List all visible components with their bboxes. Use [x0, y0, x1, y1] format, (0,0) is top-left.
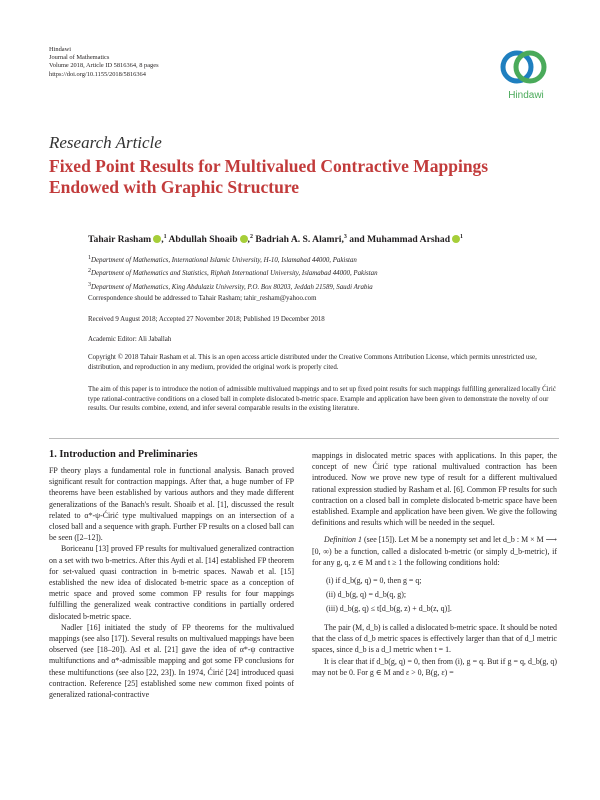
publication-dates: Received 9 August 2018; Accepted 27 November 2018; Published 19 December 2018 — [88, 316, 325, 323]
academic-editor: Academic Editor: Ali Jaballah — [88, 336, 172, 343]
publisher-name: Hindawi — [49, 46, 72, 53]
paragraph: FP theory plays a fundamental role in functional analysis. Banach proved significant result for contraction mappings. After that, a huge number of FP theorems have been established by various authors and they made different generalizations of the Banach's result. Shoaib et al. [1], discussed the result related to α*-ψ-Ćirić type multivalued mappings on an intersection of a closed ball and a sequence with graph. Further FP results on a closed ball can be seen ([2–12]). — [49, 466, 294, 543]
author-name[interactable]: Tahair Rasham — [88, 234, 152, 245]
copyright-notice: Copyright © 2018 Tahair Rasham et al. This is an open access article distributed under the Creative Commons Attribution License, which permits unrestricted use, distribution, and reproduction in any medium, provided the original work is properly cited. — [88, 354, 537, 371]
affiliation-item: 2Department of Mathematics and Statistics, Riphah International University, Islamabad 44000, Pakistan — [88, 268, 378, 278]
section-heading: 1. Introduction and Preliminaries — [49, 449, 198, 460]
author-list: Tahair Rasham ,$^1$ Abdullah Shoaib ,$^2$ Badriah A. S. Alamri,$^3$ and Muhammad Arshad $^1$ — [88, 234, 464, 245]
article-title — [49, 156, 559, 198]
journal-name: Journal of Mathematics — [49, 54, 110, 62]
author-affiliation-mark: 3 — [343, 234, 347, 240]
affiliation-item: 3Department of Mathematics, King Abdulaziz University, P.O. Box 80203, Jeddah 21589, Saudi Arabia — [88, 281, 373, 291]
condition-list — [326, 574, 557, 616]
affiliations — [88, 253, 568, 293]
paragraph: Nadler [16] initiated the study of FP theorems for the multivalued mappings (see also [17]). Several results on multivalued mappings have been observed (see [18–20]). Asl et al. [21] gave the idea of α*-ψ contractive multifunctions and α*-admissible mapping and got some FP conclusions for these multifunctions (see also [22, 23]). In 1974, Ćirić [24] introduced quasi contraction. Reference [25] established some new common fixed points of generalized rational-contractive — [49, 622, 294, 700]
section-divider — [49, 438, 559, 439]
correspondence: Correspondence should be addressed to Tahair Rasham; tahir_resham@yahoo.com — [88, 295, 317, 302]
author-affiliation-mark: 1 — [163, 234, 167, 240]
author-affiliation-mark: 1 — [460, 234, 464, 240]
title-line-2: Endowed with Graphic Structure — [49, 177, 300, 197]
author-name[interactable]: Badriah A. S. Alamri, — [255, 234, 344, 245]
condition-item: (ii) d_b(g, q) = d_b(q, g); — [326, 590, 407, 600]
title-line-1: Fixed Point Results for Multivalued Contractive Mappings — [49, 156, 489, 176]
paragraph: mappings in dislocated metric spaces with applications. In this paper, the concept of new Ćirić type rational multivalued contraction has been introduced. Now we prove new type of result for a different multivalued rational expression studied by Rasham et al. [6]. Common FP results for such contraction on a closed ball in complete dislocated b-metric space have been established. Example and application have been given. We give the following definitions and results which will be needed in the sequel. — [312, 451, 557, 528]
definition — [312, 534, 557, 568]
affiliation-item: 1Department of Mathematics, International Islamic University, H-10, Islamabad 44000, Pakistan — [88, 255, 357, 264]
definition-label: Definition 1 — [324, 535, 362, 545]
definition-text: (see [15]). Let M be a nonempty set and let d_b : M × M ⟶ [0, ∞) be a function, called a dislocated b-metric (or simply d_b-metric), if for any g, q, z ∈ M and t ≥ 1 the following conditions hold: — [312, 535, 557, 567]
left-column — [49, 465, 294, 700]
author-name[interactable]: and Muhammad Arshad — [349, 234, 451, 245]
abstract: The aim of this paper is to introduce the notion of admissible multivalued mappings and to set up fixed point results for such mappings fulfilling generalized locally Ćirić type rational-contractive conditions on a closed ball in complete dislocated b-metric space. Example and application have been given to demonstrate the novelty of our results. Our results combine, extend, and infer several comparable results in the existing literature. — [88, 386, 556, 412]
orcid-icon[interactable] — [452, 235, 460, 243]
author-name[interactable]: Abdullah Shoaib — [168, 234, 238, 245]
orcid-icon[interactable] — [240, 235, 248, 243]
paragraph: Boriceanu [13] proved FP results for multivalued generalized contraction on a set with two b-metrics. After this Aydi et al. [14] established FP theorem for set-valued quasi contraction in b-metric spaces. Nawab et al. [15] established the new idea of dislocated b-metric space as a conception of metric space and proved some common FP results for four mappings fulfilling the generalized weak contractive conditions in partially ordered dislocated b-metric space. — [49, 544, 294, 621]
author-affiliation-mark: 2 — [249, 234, 253, 240]
journal-meta — [49, 46, 159, 79]
condition-item: (iii) d_b(g, q) ≤ t[d_b(g, z) + d_b(z, q)]. — [326, 604, 452, 614]
right-column — [312, 450, 557, 678]
paragraph: It is clear that if d_b(g, q) = 0, then from (i), g = q. But if g = q, d_b(g, q) may not be 0. For g ∈ M and ε > 0, B(g, ε) = — [312, 656, 557, 677]
hindawi-brand-text: Hindawi — [508, 90, 544, 101]
condition-item: (i) if d_b(g, q) = 0, then g = q; — [326, 576, 422, 586]
doi-link[interactable]: https://doi.org/10.1155/2018/5816364 — [49, 70, 146, 78]
orcid-icon[interactable] — [153, 235, 161, 243]
paragraph: The pair (M, d_b) is called a dislocated b-metric space. It should be noted that the class of d_b metric spaces is effectively larger than that of d_l metric spaces, since d_b is a d_l metric when t = 1. — [312, 623, 557, 655]
article-type: Research Article — [49, 133, 162, 152]
volume-line: Volume 2018, Article ID 5816364, 8 pages — [49, 62, 159, 70]
